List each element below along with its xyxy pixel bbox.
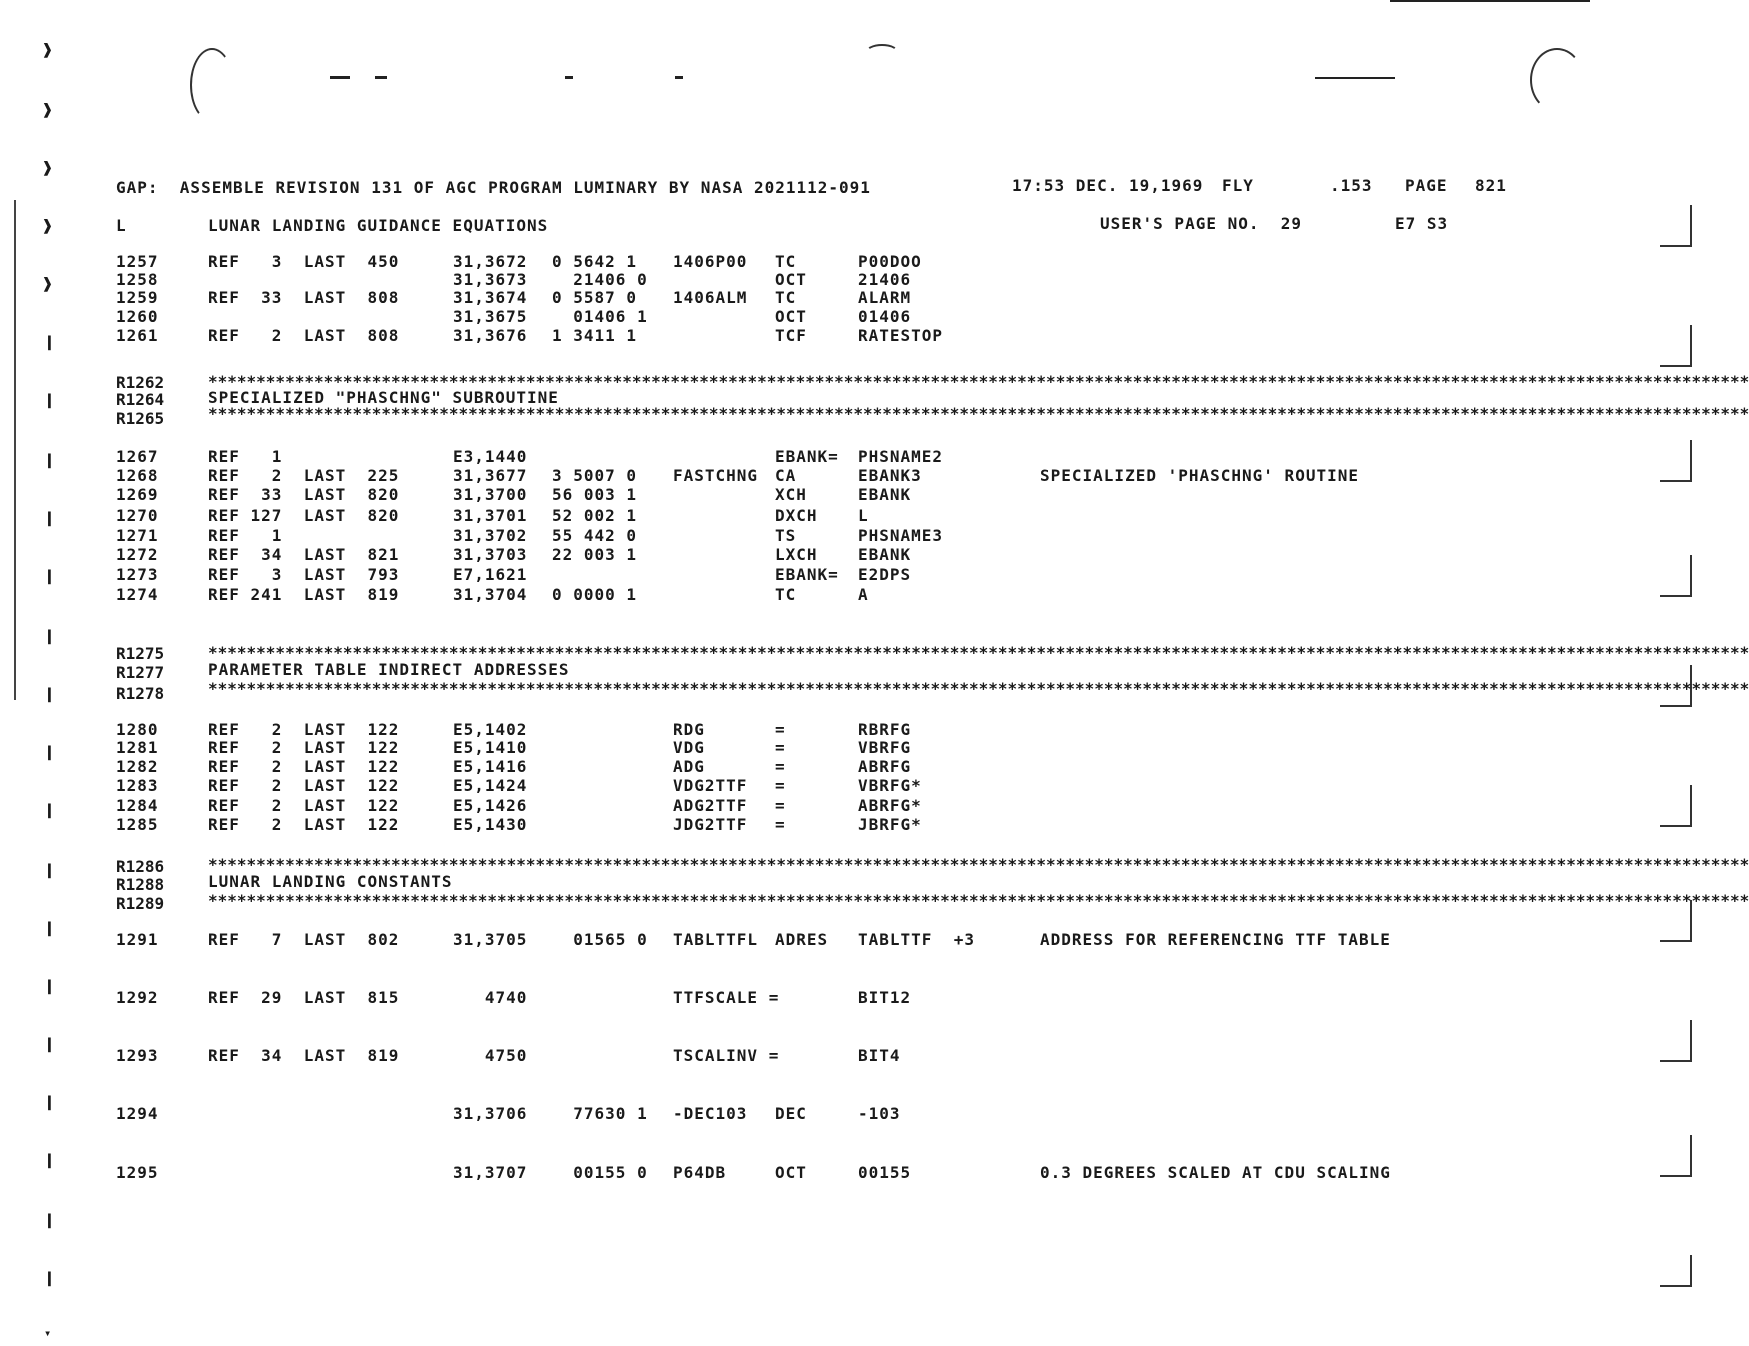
listing-field-arg: A [858,585,869,604]
margin-mark: ❱ [42,100,53,121]
listing-field-op: OCT [775,1163,807,1182]
listing-field-ln: 1284 [116,796,159,815]
listing-row [0,738,1740,758]
listing-field-op: DEC [775,1104,807,1123]
listing-field-lab: 1406P00 [673,252,748,271]
listing-row [0,776,1740,796]
listing-field-cm: SPECIALIZED 'PHASCHNG' ROUTINE [1040,466,1359,485]
listing-field-op: = [775,815,786,834]
listing-field-arg: PHSNAME3 [858,526,944,545]
star-divider: **************************************************************************************************************************************************************** [208,855,1749,874]
listing-field-loc: 4740 [453,988,528,1007]
listing-field-op: TC [775,288,797,307]
listing-field-oct: 0 5642 1 [552,252,638,271]
listing-field-ln: 1273 [116,565,159,584]
scan-arc-right [1530,48,1584,112]
listing-field-ln: 1261 [116,326,159,345]
listing-field-oct: 52 002 1 [552,506,638,525]
listing-row [0,720,1740,740]
listing-field-oct: 1 3411 1 [552,326,638,345]
listing-field-ln: 1260 [116,307,159,326]
section-heading: PARAMETER TABLE INDIRECT ADDRESSES [208,660,570,679]
listing-field-ref: REF 1 [208,526,283,545]
listing-field-loc: 31,3672 [453,252,528,271]
star-divider: **************************************************************************************************************************************************************** [208,372,1749,391]
users-page-number: USER'S PAGE NO. 29 [1100,214,1303,233]
scan-mark [565,76,573,79]
listing-field-ln: 1270 [116,506,159,525]
listing-field-op: ADRES [775,930,829,949]
listing-row [0,1104,1740,1124]
listing-field-lab: VDG2TTF [673,776,748,795]
listing-field-op: EBANK= [775,447,839,466]
listing-row [0,545,1740,565]
section-line-number: R1264 [116,390,165,409]
listing-field-loc: 31,3677 [453,466,528,485]
listing-field-op: DXCH [775,506,818,525]
listing-field-ref: REF 2 LAST 122 [208,815,400,834]
listing-field-ref: REF 2 LAST 122 [208,720,400,739]
listing-field-loc: 31,3707 [453,1163,528,1182]
listing-field-loc: 4750 [453,1046,528,1065]
listing-field-ref: REF 2 LAST 122 [208,796,400,815]
listing-field-op: OCT [775,307,807,326]
header-page-label: PAGE [1405,176,1448,195]
listing-field-oct: 0 0000 1 [552,585,638,604]
listing-field-ln: 1271 [116,526,159,545]
listing-field-arg: BIT4 [858,1046,901,1065]
listing-field-oct: 77630 1 [552,1104,648,1123]
listing-field-arg: 01406 [858,307,912,326]
listing-field-ln: 1282 [116,757,159,776]
listing-field-op: EBANK= [775,565,839,584]
listing-field-ref: REF 2 LAST 122 [208,757,400,776]
section-line-number: R1288 [116,875,165,894]
margin-mark: ❙ [44,976,55,997]
margin-mark: ❙ [44,1150,55,1171]
listing-field-ref: REF 2 LAST 225 [208,466,400,485]
margin-mark: ❙ [44,626,55,647]
listing-field-op: = [775,776,786,795]
listing-field-arg: EBANK [858,545,912,564]
listing-field-ln: 1257 [116,252,159,271]
listing-field-ref: REF 3 LAST 793 [208,565,400,584]
listing-field-ln: 1268 [116,466,159,485]
margin-mark: ❙ [44,508,55,529]
listing-field-arg: JBRFG* [858,815,922,834]
listing-field-loc: 31,3702 [453,526,528,545]
listing-field-lab: TABLTTFL [673,930,759,949]
listing-field-loc: E5,1416 [453,757,528,776]
section-title: LUNAR LANDING GUIDANCE EQUATIONS [208,216,549,235]
listing-field-loc: 31,3701 [453,506,528,525]
margin-mark: ❙ [44,742,55,763]
listing-field-ref: REF 241 LAST 819 [208,585,400,604]
listing-row [0,1163,1740,1183]
listing-field-ln: 1291 [116,930,159,949]
scan-mark [375,76,387,79]
listing-field-ln: 1293 [116,1046,159,1065]
listing-field-cm: ADDRESS FOR REFERENCING TTF TABLE [1040,930,1391,949]
margin-mark: ❙ [44,918,55,939]
scan-mark [675,76,683,79]
margin-mark: ❱ [42,158,53,179]
listing-field-ln: 1280 [116,720,159,739]
listing-field-op: OCT [775,270,807,289]
listing-field-oct: 3 5007 0 [552,466,638,485]
margin-mark: ❙ [44,1092,55,1113]
listing-field-oct: 00155 0 [552,1163,648,1182]
listing-field-arg: RBRFG [858,720,912,739]
margin-mark: ❙ [44,450,55,471]
scan-bracket [1660,205,1692,247]
margin-mark: ❙ [44,566,55,587]
listing-field-loc: E3,1440 [453,447,528,466]
header-pagecode: .153 [1330,176,1373,195]
listing-field-oct: 0 5587 0 [552,288,638,307]
bank-code: E7 S3 [1395,214,1449,233]
listing-row [0,930,1740,950]
listing-field-ln: 1295 [116,1163,159,1182]
star-divider: **************************************************************************************************************************************************************** [208,679,1749,698]
listing-row [0,326,1740,346]
section-line-number: R1286 [116,857,165,876]
listing-field-loc: E7,1621 [453,565,528,584]
listing-field-ln: 1274 [116,585,159,604]
listing-field-op: = [775,720,786,739]
listing-field-ln: 1292 [116,988,159,1007]
listing-field-op: TC [775,585,797,604]
listing-field-loc: E5,1410 [453,738,528,757]
listing-field-arg: -103 [858,1104,901,1123]
margin-mark: ❙ [44,332,55,353]
listing-field-ref: REF 3 LAST 450 [208,252,400,271]
margin-mark: ❙ [44,684,55,705]
listing-field-loc: 31,3676 [453,326,528,345]
listing-field-loc: 31,3700 [453,485,528,504]
listing-field-lab: ADG [673,757,705,776]
margin-mark: ▾ [44,1326,52,1340]
margin-mark: ❙ [44,860,55,881]
listing-field-ref: REF 2 LAST 122 [208,738,400,757]
listing-field-arg: ALARM [858,288,912,307]
margin-mark: ❙ [44,1210,55,1231]
listing-row [0,252,1740,272]
listing-field-ref: REF 33 LAST 820 [208,485,400,504]
listing-field-loc: 31,3706 [453,1104,528,1123]
listing-field-arg: PHSNAME2 [858,447,944,466]
listing-field-lab: FASTCHNG [673,466,759,485]
listing-field-ref: REF 7 LAST 802 [208,930,400,949]
listing-row [0,270,1740,290]
listing-field-ln: 1281 [116,738,159,757]
listing-field-op: TCF [775,326,807,345]
scan-mark [1390,0,1590,2]
margin-mark: ❙ [44,1268,55,1289]
listing-field-arg: EBANK3 [858,466,922,485]
listing-field-ref: REF 2 LAST 808 [208,326,400,345]
header-timestamp: 17:53 DEC. 19,1969 [1012,176,1204,195]
listing-field-lab: 1406ALM [673,288,748,307]
listing-field-arg: E2DPS [858,565,912,584]
listing-field-ref: REF 2 LAST 122 [208,776,400,795]
listing-field-loc: 31,3675 [453,307,528,326]
section-heading: LUNAR LANDING CONSTANTS [208,872,453,891]
listing-field-arg: TABLTTF +3 [858,930,975,949]
listing-field-ref: REF 34 LAST 821 [208,545,400,564]
listing-row [0,447,1740,467]
scan-mark [330,76,350,79]
listing-field-lab: JDG2TTF [673,815,748,834]
listing-field-ref: REF 1 [208,447,283,466]
listing-field-arg: 21406 [858,270,912,289]
listing-field-arg: 00155 [858,1163,912,1182]
listing-field-lab: VDG [673,738,705,757]
listing-field-arg: RATESTOP [858,326,944,345]
listing-row [0,485,1740,505]
listing-field-ln: 1269 [116,485,159,504]
section-line-number: R1275 [116,644,165,663]
listing-row [0,585,1740,605]
section-letter: L [116,216,127,235]
listing-field-loc: 31,3674 [453,288,528,307]
listing-field-arg: BIT12 [858,988,912,1007]
star-divider: **************************************************************************************************************************************************************** [208,891,1749,910]
listing-field-lab: -DEC103 [673,1104,748,1123]
listing-field-loc: E5,1426 [453,796,528,815]
margin-mark: ❙ [44,800,55,821]
listing-field-arg: P00DOO [858,252,922,271]
listing-field-loc: E5,1430 [453,815,528,834]
listing-row [0,1046,1740,1066]
listing-field-lab: TSCALINV = [673,1046,780,1065]
scan-arc-left [190,48,234,122]
listing-field-op: = [775,757,786,776]
listing-row [0,988,1740,1008]
listing-field-op: LXCH [775,545,818,564]
listing-field-arg: VBRFG [858,738,912,757]
scan-mark [1315,77,1395,79]
header-page-number: 821 [1475,176,1507,195]
star-divider: **************************************************************************************************************************************************************** [208,404,1749,423]
listing-field-op: XCH [775,485,807,504]
listing-field-ref: REF 34 LAST 819 [208,1046,400,1065]
listing-field-loc: E5,1424 [453,776,528,795]
section-line-number: R1277 [116,663,165,682]
listing-field-ref: REF 33 LAST 808 [208,288,400,307]
listing-row [0,757,1740,777]
listing-field-loc: 31,3703 [453,545,528,564]
section-heading: SPECIALIZED "PHASCHNG" SUBROUTINE [208,388,559,407]
listing-field-arg: ABRFG* [858,796,922,815]
section-line-number: R1262 [116,373,165,392]
star-divider: **************************************************************************************************************************************************************** [208,643,1749,662]
listing-field-oct: 55 442 0 [552,526,638,545]
listing-field-lab: P64DB [673,1163,727,1182]
listing-field-op: TS [775,526,797,545]
listing-field-cm: 0.3 DEGREES SCALED AT CDU SCALING [1040,1163,1391,1182]
scan-bracket [1660,1255,1692,1287]
listing-field-arg: VBRFG* [858,776,922,795]
listing-row [0,307,1740,327]
listing-field-ln: 1285 [116,815,159,834]
listing-field-ref: REF 127 LAST 820 [208,506,400,525]
listing-field-ln: 1294 [116,1104,159,1123]
listing-field-oct: 01406 1 [552,307,648,326]
section-line-number: R1289 [116,894,165,913]
margin-mark: ❙ [44,1034,55,1055]
listing-field-loc: 31,3704 [453,585,528,604]
section-line-number: R1278 [116,684,165,703]
listing-field-op: CA [775,466,797,485]
listing-row [0,288,1740,308]
listing-field-ln: 1272 [116,545,159,564]
listing-field-loc: 31,3673 [453,270,528,289]
listing-field-ref: REF 29 LAST 815 [208,988,400,1007]
header-title: GAP: ASSEMBLE REVISION 131 OF AGC PROGRAM LUMINARY BY NASA 2021112-091 [116,178,871,197]
listing-field-oct: 56 003 1 [552,485,638,504]
listing-row [0,506,1740,526]
listing-field-op: = [775,796,786,815]
listing-field-arg: EBANK [858,485,912,504]
listing-row [0,815,1740,835]
scan-arc-top [865,44,899,62]
listing-row [0,565,1740,585]
listing-row [0,796,1740,816]
section-line-number: R1265 [116,409,165,428]
listing-field-loc: E5,1402 [453,720,528,739]
margin-mark: ❙ [44,390,55,411]
listing-field-ln: 1258 [116,270,159,289]
margin-mark: ❱ [42,216,53,237]
listing-field-arg: ABRFG [858,757,912,776]
listing-field-lab: RDG [673,720,705,739]
listing-field-ln: 1283 [116,776,159,795]
listing-field-lab: ADG2TTF [673,796,748,815]
listing-field-lab: TTFSCALE = [673,988,780,1007]
listing-field-ln: 1259 [116,288,159,307]
listing-field-loc: 31,3705 [453,930,528,949]
listing-field-ln: 1267 [116,447,159,466]
listing-field-oct: 21406 0 [552,270,648,289]
margin-mark: ❱ [42,274,53,295]
listing-field-oct: 01565 0 [552,930,648,949]
listing-field-oct: 22 003 1 [552,545,638,564]
listing-row [0,526,1740,546]
listing-field-op: = [775,738,786,757]
margin-mark: ❱ [42,40,53,61]
header-fly: FLY [1222,176,1254,195]
listing-field-op: TC [775,252,797,271]
listing-row [0,466,1740,486]
listing-field-arg: L [858,506,869,525]
